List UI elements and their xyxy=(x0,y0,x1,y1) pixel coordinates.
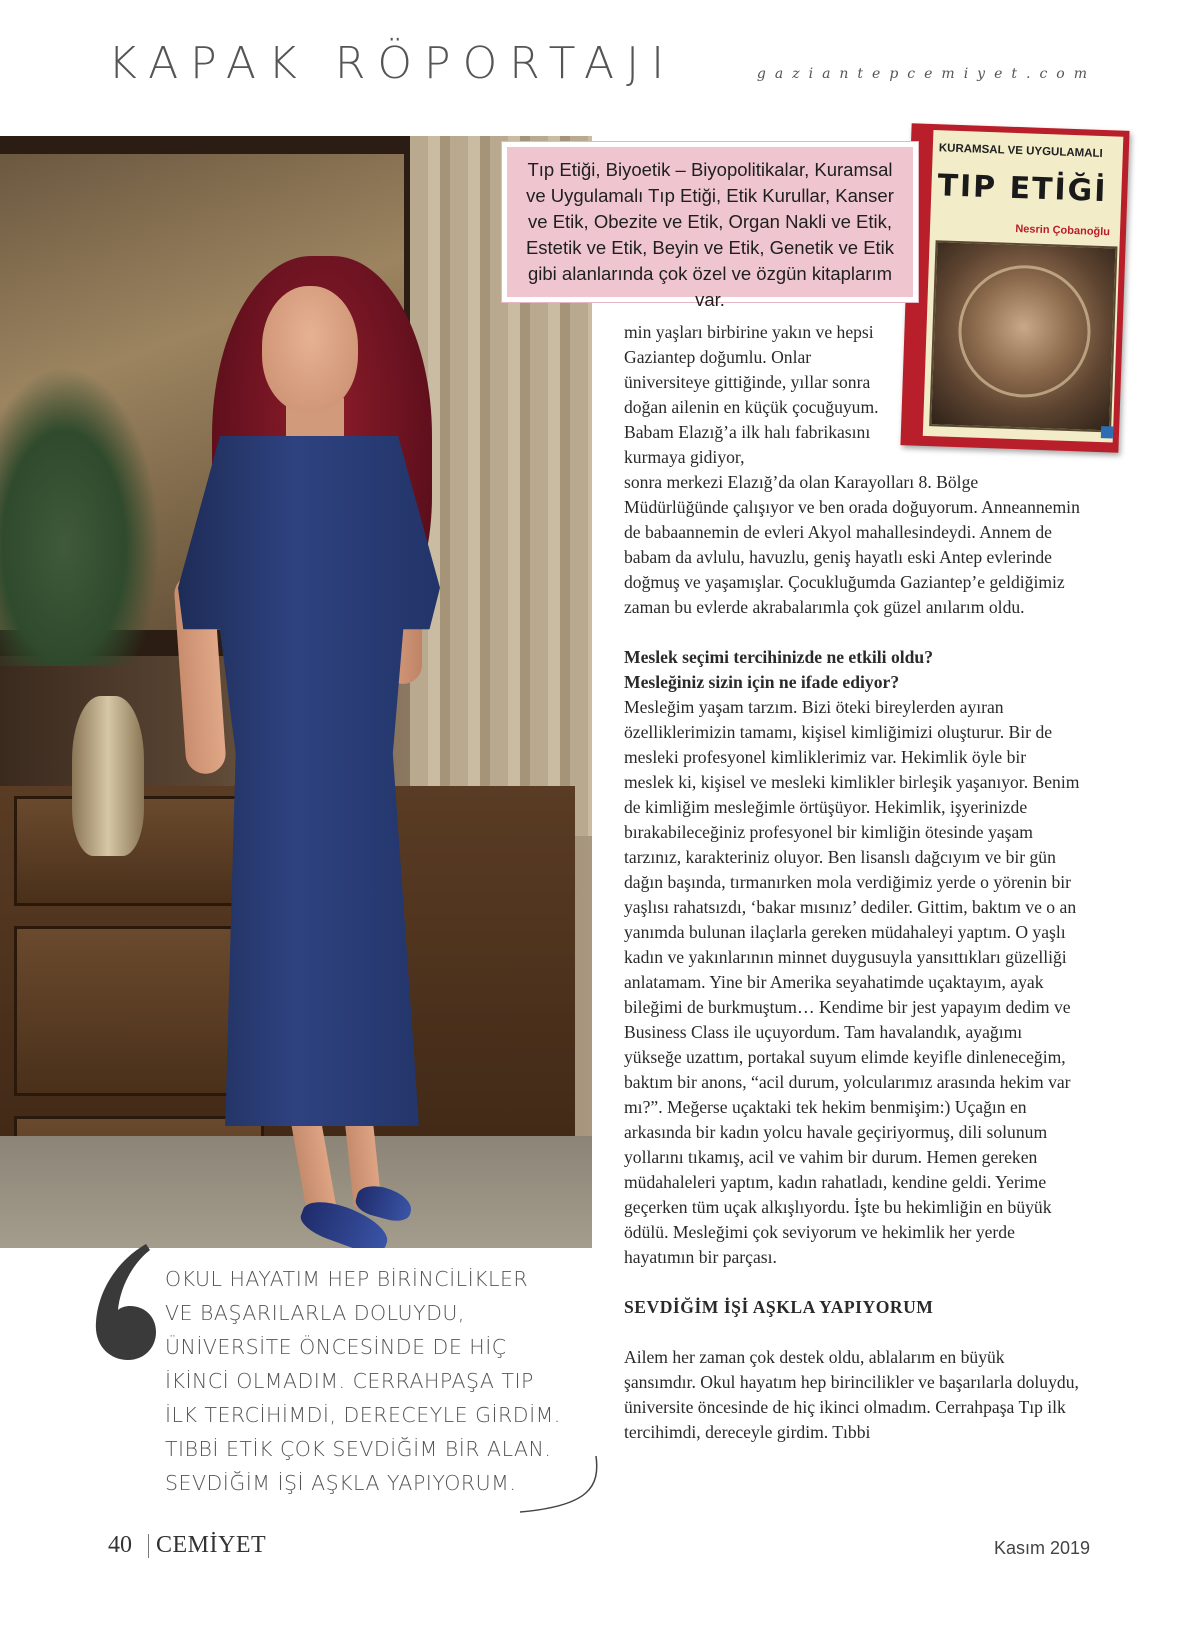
book-subtitle: KURAMSAL VE UYGULAMALI xyxy=(938,142,1103,160)
pull-quote-line: İLK TERCİHİMDİ, DERECEYLE GİRDİM. xyxy=(165,1403,561,1427)
magazine-name: CEMİYET xyxy=(156,1532,267,1558)
article-intro: sonra merkezi Elazığ’da olan Karayolları 8. Bölge Müdürlüğünde çalışıyor ve ben orada doğuyorum. Anneannemin de babaannemin de evleri Akyol mahallesindeydi. Annem de babam da avlulu, havuzlu, geniş hayatlı eski Antep evlerinde doğmuş ve yaşamışlar. Çocukluğumda Gaziantep’e geldiğimiz zaman bu evlerde akrabalarımla çok güzel anılarım oldu. xyxy=(624,472,1080,617)
book-cover-panel xyxy=(923,130,1124,442)
book-cover xyxy=(900,123,1129,452)
cabinet-drawer xyxy=(14,926,264,1096)
book-cover-art xyxy=(929,240,1117,432)
pull-quote-line: İKİNCİ OLMADIM. CERRAHPAŞA TIP xyxy=(165,1369,534,1393)
pull-quote-line: ÜNİVERSİTE ÖNCESİNDE DE HİÇ xyxy=(165,1335,507,1359)
book-author: Nesrin Çobanoğlu xyxy=(1015,222,1111,239)
interview-question-line: Mesleğiniz sizin için ne ifade ediyor? xyxy=(624,672,900,692)
article-subheading: SEVDİĞİM İŞİ AŞKLA YAPIYORUM xyxy=(624,1297,934,1317)
article-intro-narrow: min yaşları birbirine yakın ve hepsi Gaziantep doğumlu. Onlar üniversiteye gittiğinde, yıllar sonra doğan ailenin en küçük çocuğuyum. Babam Elazığ’a ilk halı fabrikasını kurmaya gidiyor, xyxy=(624,322,879,467)
pull-quote-line: VE BAŞARILARLA DOLUYDU, xyxy=(165,1301,465,1325)
quote-mark-icon xyxy=(88,1242,158,1362)
issue-date: Kasım 2019 xyxy=(993,1538,1090,1558)
interview-answer: Ailem her zaman çok destek oldu, ablalarım en büyük şansımdır. Okul hayatım hep birincilikler ve başarılarla doluydu, üniversite öncesinde de hiç ikinci olmadım. Cerrahpaşa Tıp ilk tercihimdi, dereceyle girdim. Tıbbi xyxy=(624,1347,1079,1442)
highlight-box: Tıp Etiği, Biyoetik – Biyopolitikalar, Kuramsal ve Uygulamalı Tıp Etiği, Etik Kurullar, Kanser ve Etik, Obezite ve Etik, Organ Nakli ve Etik, Estetik ve Etik, Beyin ve Etik, Genetik ve Etik gibi alanlarında çok özel ve özgün kitaplarım var. xyxy=(502,142,918,302)
page-number: 40 xyxy=(108,1532,132,1558)
site-url: gaziantepcemiyet.com xyxy=(756,66,1096,82)
interview-question-line: Meslek seçimi tercihinizde ne etkili oldu? xyxy=(624,647,933,667)
book-title: TIP ETİĞİ xyxy=(936,168,1108,210)
section-title: KAPAK RÖPORTAJI xyxy=(108,38,677,89)
article-body xyxy=(624,320,1080,1445)
footer-divider xyxy=(148,1534,149,1558)
portrait-photo xyxy=(0,136,592,1248)
photo-face xyxy=(262,286,358,412)
pull-quote-line: SEVDİĞİM İŞİ AŞKLA YAPIYORUM. xyxy=(165,1471,517,1495)
book-cover-art-ring xyxy=(956,263,1093,400)
pull-quote-line: TIBBİ ETİK ÇOK SEVDİĞİM BİR ALAN. xyxy=(165,1437,552,1461)
interview-answer: Mesleğim yaşam tarzım. Bizi öteki bireylerden ayıran özelliklerimizin tamamı, kişisel kimliğimizi oluşturur. Bir de mesleki profesyonel kimliklerimiz var. Hekimlik öyle bir meslek ki, kişisel ve mesleki kimlikler birleşik yaşanıyor. Benim de kimliğim mesleğimle örtüşüyor. Hekimlik, işyerinizde bırakabileceğiniz profesyonel bir kimliğin ötesinde yaşam tarzınız, karakteriniz oluyor. Ben lisanslı dağcıyım ve bir gün dağın başında, tırmanırken mola verdiğimiz yerde o yörenin bir yaşlısı rahatsızdı, ‘bakar mısınız’ dediler. Gittim, baktım ve o an yanımda bulunan ilaçlarla gereken müdahaleyi yaptım. O yaşlı kadın ve yakınlarının minnet duygusuyla yansıttıkları güzelliği anlatamam. Yine bir Amerika seyahatimde uçaktayım, ayak bileğimi de burkmuştum… Kendime bir jest yapayım dedim ve Business Class ile uçuyordum. Tam havalandık, ayağımı yükseğe uzattım, portakal suyum elimde keyifle dinleneceğim, baktım bir anons, “acil durum, yolcularımız arasında hekim var mı?”. Meğerse uçaktaki tek hekim benmişim:) Uçağın en arkasında bir kadın yolcu havale geçiriyormuş, dili solunum yollarını tıkamış, acil ve vahim bir durum. Hemen gereken müdahaleleri yaptım, kadın rahatladı, kendine geldi. Yerime geçerken tüm uçak alkışlıyordu. İşte bu hekimliğin en büyük ödülü. Mesleğimi çok seviyorum ve hekimlik her yerde hayatımın bir parçası. xyxy=(624,697,1080,1267)
publisher-logo-icon xyxy=(1101,426,1113,438)
interview-question xyxy=(624,645,1080,695)
pull-quote-line: OKUL HAYATIM HEP BİRİNCİLİKLER xyxy=(165,1267,529,1291)
photo-vase xyxy=(72,696,144,856)
quote-end-line xyxy=(520,1456,620,1516)
photo-plant xyxy=(0,366,160,666)
